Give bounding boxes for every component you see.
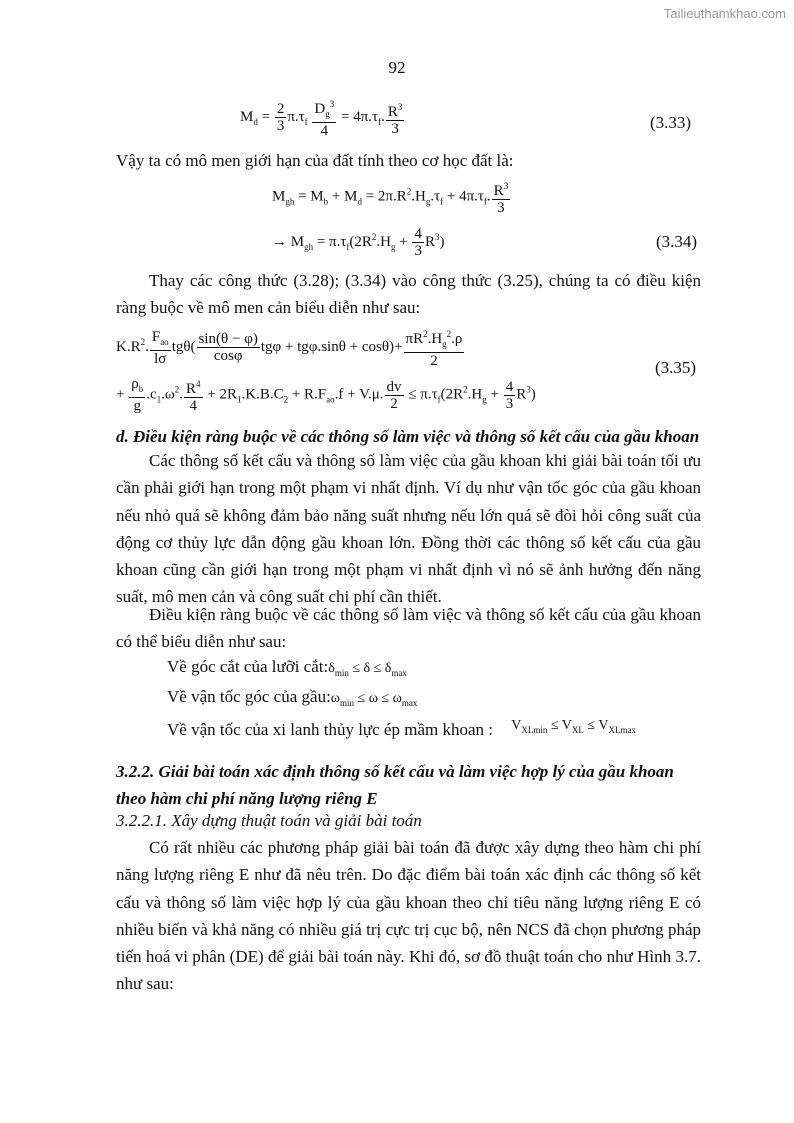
equation-3-35-line1: $K.R^2$. $\frac{F_{ao}}{l\sigma}$ tgθ( $\frac{\sin(\theta - \varphi)}{\cos\varphi}$ tgφ + tgφ.sinθ + cosθ)+ $\frac{\pi R^2.H_g^2.\rho}{2}$ (116, 326, 465, 369)
equation-number-3-35: (3.35) (655, 358, 697, 377)
paragraph-constraints-intro: Điều kiện ràng buộc về các thông số làm việc và thông số kết cấu của gầu khoan có thể biểu diễn như sau: (116, 605, 701, 652)
subsection-heading-3-2-2-1: 3.2.2.1. Xây dựng thuật toán và giải bài toán (116, 811, 422, 830)
equation-3-35-line2: + $\frac{\rho_b}{g}$ $.c_1.\omega^2$. $\frac{R^4}{4}$ + $2R_1.K.B.C_2 + R.F_{ao}.f + V.\mu$. $\frac{dv}{2}$ ≤ $\pi.\tau_f(2R^2.H_g$ + $\frac{4}{3}$ $R^3$) (116, 376, 536, 414)
watermark: Tailieuthamkhao.com (663, 6, 786, 21)
constraint-angular-velocity-label: Về vận tốc góc của gầu: (167, 687, 331, 706)
page-number: 92 (388, 58, 406, 77)
paragraph-moment-intro: Vậy ta có mô men giới hạn của đất tính theo cơ học đất là: (116, 151, 514, 170)
constraint-angular-velocity: Về vận tốc góc của $gầu:\omega_{min} \le \omega \le \omega_{max}$ (167, 687, 418, 708)
section-heading-3-2-2: 3.2.2. Giải bài toán xác định thông số kết cấu và làm việc hợp lý của gầu khoan theo hàm chi phí năng lượng riêng E (116, 762, 674, 809)
equation-3-33: $M_d$ = $\frac{2}{3}$ $\pi.\tau_f$ $\frac{D_g^3}{4}$ = $4\pi.\tau_f$. $\frac{R^3}{3}$ (240, 96, 405, 139)
paragraph-algorithm: Có rất nhiều các phương pháp giải bài toán đã được xây dựng theo hàm chi phí năng lượng riêng E như đã nêu trên. Do đặc điểm bài toán xác định các thông số kết cấu và thông số làm việc hợp lý của gầu khoan theo chỉ tiêu năng lượng riêng E có nhiều biến và khả năng có nhiều giá trị cực trị cục bộ, nên NCS đã chọn phương pháp tiến hoá vi phân (DE) để giải bài toán này. Khi đó, sơ đồ thuật toán cho như Hình 3.7. như sau: (116, 838, 701, 994)
equation-number-3-34: (3.34) (656, 232, 698, 251)
section-heading-d: d. Điều kiện ràng buộc về các thông số làm việc và thông số kết cấu của gầu khoan (116, 427, 700, 446)
paragraph-substitute: Thay các công thức (3.28); (3.34) vào công thức (3.25), chúng ta có điều kiện ràng buộc về mô men cản biểu diễn như sau: (116, 271, 701, 318)
constraint-cylinder-velocity: Về vận tốc của xi lanh thủy lực ép mầm khoan : $^{V_{XLmin} \le V_{XL} \le V_{XLmax}}$ (167, 718, 636, 739)
constraint-cut-angle-label: Về góc cắt của lưỡi cắt: (167, 657, 329, 676)
paragraph-params: Các thông số kết cấu và thông số làm việc của gầu khoan khi giải bài toán tối ưu cần phải giới hạn trong một phạm vi nhất định. Ví dụ như vận tốc góc của gầu khoan nếu nhỏ quá sẽ không đảm bảo năng suất nhưng nếu lớn quá sẽ đòi hỏi công suất của động cơ thủy lực dẫn động gầu khoan lớn. Đồng thời các thông số kết cấu của gầu khoan cũng cần giới hạn trong một phạm vi nhất định vì nó sẽ ảnh hưởng đến năng suất, mô men cản và công suất chi phí cần thiết. (116, 451, 701, 607)
equation-3-34: → $M_{gh} = \pi.\tau_f(2R^2.H_g$ + $\frac{4}{3}$ $R^3$) (272, 226, 445, 259)
equation-mgh-expanded: $M_{gh} = M_b + M_d = 2\pi.R^2.H_g.\tau_f + 4\pi.\tau_f$. $\frac{R^3}{3}$ (272, 178, 511, 216)
constraint-cut-angle: Về góc cắt của lưỡi $cắt:\delta_{min} \le \delta \le \delta_{max}$ (167, 657, 407, 678)
equation-number-3-33: (3.33) (650, 113, 692, 132)
constraint-cylinder-velocity-label: Về vận tốc của xi lanh thủy lực ép mầm khoan : (167, 720, 493, 739)
